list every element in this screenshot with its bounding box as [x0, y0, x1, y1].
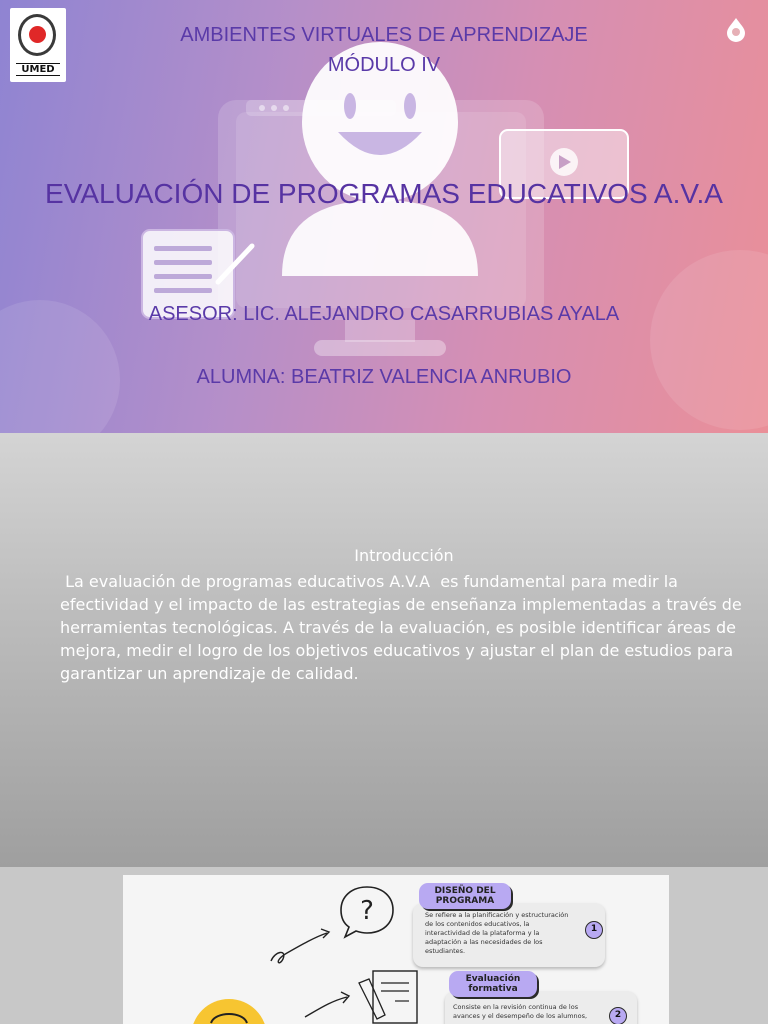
card-text: Se refiere a la planificación y estructuración de los contenidos educativos, la interactividad de la plataforma y la adaptación a las necesidades de los estudiantes.	[425, 911, 569, 955]
arrow-icon	[263, 921, 343, 971]
tag-program-design: DISEÑO DEL PROGRAMA	[419, 883, 511, 909]
document-pencil-icon	[355, 967, 425, 1024]
introduction-slide	[0, 433, 768, 867]
card-program-design	[413, 903, 605, 967]
student-name: ALUMNA: BEATRIZ VALENCIA ANRUBIO	[196, 366, 572, 388]
lightbulb-icon	[185, 993, 275, 1024]
question-bubble-icon	[337, 883, 397, 941]
arrow-icon	[299, 987, 359, 1023]
diagram-slide	[0, 867, 768, 1024]
advisor-name: ASESOR: LIC. ALEJANDRO CASARRUBIAS AYALA	[148, 303, 620, 325]
card-text: Consiste en la revisión continua de los avances y el desempeño de los alumnos,	[453, 1003, 588, 1020]
step-number: 2	[609, 1007, 627, 1024]
course-title: AMBIENTES VIRTUALES DE APRENDIZAJE	[180, 24, 588, 46]
presentation-title: EVALUACIÓN DE PROGRAMAS EDUCATIVOS A.V.A	[45, 178, 723, 209]
intro-body: La evaluación de programas educativos A.V.A es fundamental para medir la efectividad y el impacto de las estrategias de enseñanza implementadas a través de herramientas tecnológicas. A través de la evaluación, es posible identificar áreas de mejora, medir el logro de los objetivos educativos y ajustar el plan de estudios para garantizar un aprendizaje de calidad.	[60, 572, 747, 683]
cover-slide	[0, 0, 768, 433]
svg-text:?: ?	[360, 896, 374, 926]
intro-heading: Introducción	[354, 546, 454, 565]
logo-text: UMED	[16, 63, 60, 76]
step-number: 1	[585, 921, 603, 939]
module-label: MÓDULO IV	[327, 54, 441, 76]
evaluation-infographic	[123, 875, 669, 1024]
tag-formative-evaluation: Evaluación formativa	[449, 971, 537, 997]
